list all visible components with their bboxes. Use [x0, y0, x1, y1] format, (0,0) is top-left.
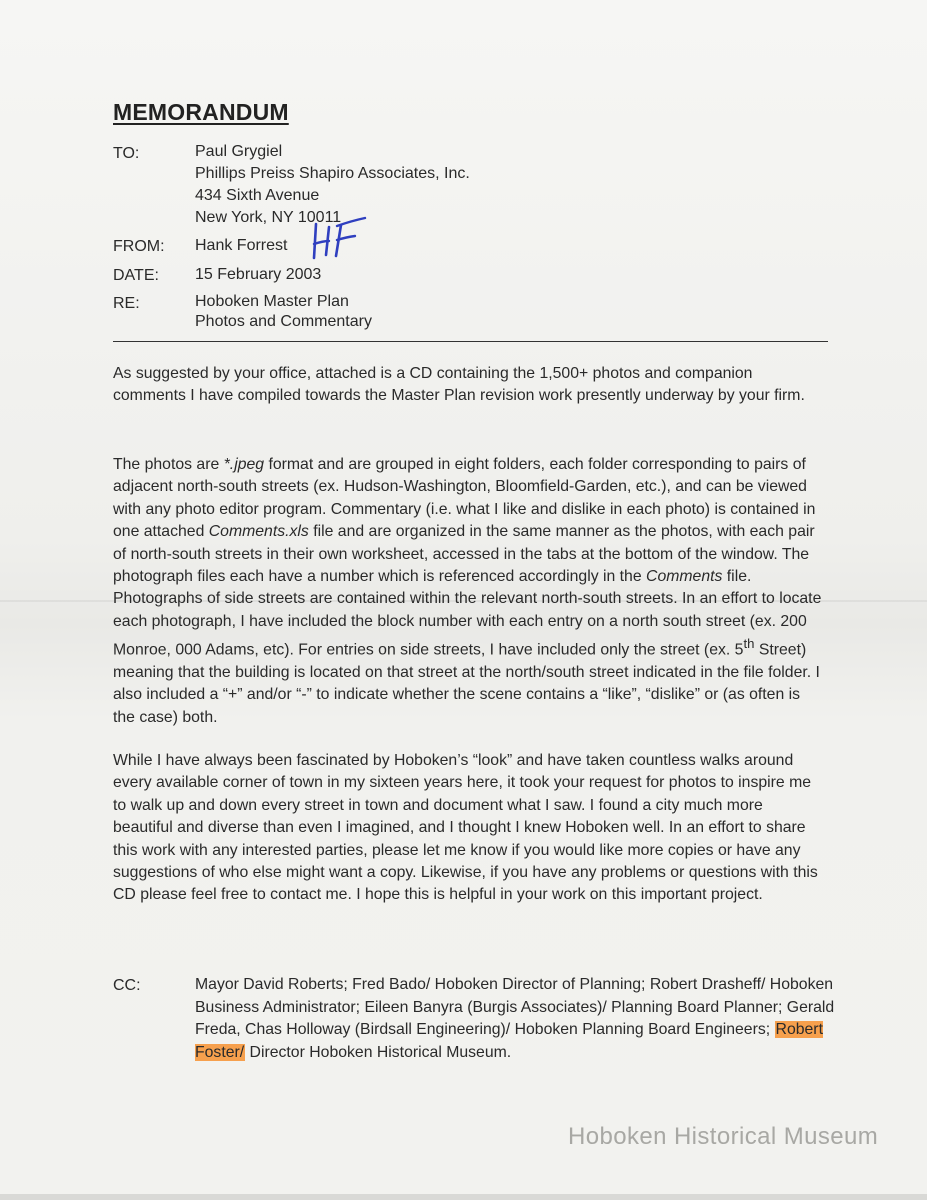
to-street: 434 Sixth Avenue	[195, 187, 320, 204]
to-city: New York, NY 10011	[195, 209, 342, 226]
re-line-1: Hoboken Master Plan	[195, 293, 349, 310]
p2-text-c: file and are organized in the same manner as the photos, with each pair of north-south streets in their own worksheet, accessed in the tabs at the bottom of the window. The photograph files each have a number which is referenced accordingly in the	[113, 523, 815, 586]
handwritten-initials	[307, 214, 371, 264]
p2-text-e: Street) meaning that the building is located on that street at the north/south street indicated in the file folder. I also included a “+” and/or “-” to indicate whether the scene contains a “like”, “dislike” or (as often is the case) both.	[113, 641, 820, 726]
re-block	[195, 292, 372, 332]
paragraph-3: While I have always been fascinated by Hoboken’s “look” and have taken countless walks around every available corner of town in my sixteen years here, it took your request for photos to inspire me to walk up and down every street in town and document what I saw. I found a city much more beautiful and diverse than even I imagined, and I thought I knew Hoboken well. In an effort to share this work with any interested parties, please let me know if you would like more copies or have any suggestions of who else might want a copy. Likewise, if you have any problems or questions with this CD please feel free to contact me. I hope this is helpful in your work on this important project.	[113, 752, 818, 904]
re-line-2: Photos and Commentary	[195, 313, 372, 330]
cc-text-a: Mayor David Roberts; Fred Bado/ Hoboken Director of Planning; Robert Drasheff/ Hoboken Business Administrator; Eileen Banyra (Burgis Associates)/ Planning Board Planner; Gerald Freda, Chas Holloway (Birdsall Engineering)/ Hoboken Planning Board Engineers;	[195, 976, 835, 1039]
paragraph-1: As suggested by your office, attached is a CD containing the 1,500+ photos and companion comments I have compiled towards the Master Plan revision work presently underway by your firm.	[113, 365, 805, 405]
p2-emphasis-comments: Comments	[646, 568, 723, 586]
p2-superscript: th	[743, 636, 755, 652]
p2-text-a: The photos are	[113, 456, 224, 473]
date-label: DATE:	[113, 267, 159, 284]
re-label: RE:	[113, 295, 140, 312]
page-edge	[0, 1194, 927, 1200]
date-value: 15 February 2003	[195, 266, 322, 283]
header-rule	[113, 341, 828, 342]
p2-emphasis-jpeg: *.jpeg	[223, 456, 265, 473]
from-value: Hank Forrest	[195, 237, 288, 254]
cc-text-b: Director Hoboken Historical Museum.	[245, 1043, 512, 1061]
watermark: Hoboken Historical Museum	[568, 1123, 879, 1150]
p2-text-b: format and are grouped in eight folders, each folder corresponding to pairs of adjacent north-south streets (ex. Hudson-Washington, Bloomfield-Garden, etc.), and can be viewed with any photo editor program. Commentary (i.e. what I like and dislike in each photo) is contained in one attached	[113, 456, 816, 541]
to-company: Phillips Preiss Shapiro Associates, Inc.	[195, 165, 470, 182]
p2-text-d: file. Photographs of side streets are contained within the relevant north-south streets. In an effort to locate each photograph, I have included the block number with each entry on a north south street (ex. 200 Monroe, 000 Adams, etc). For entries on side streets, I have included only the street (ex. 5	[113, 568, 822, 659]
to-label: TO:	[113, 145, 140, 162]
to-name: Paul Grygiel	[195, 143, 283, 160]
from-label: FROM:	[113, 238, 165, 255]
cc-highlighted-name: Robert Foster/	[195, 1021, 823, 1061]
p2-emphasis-comments-xls: Comments.xls	[208, 523, 309, 541]
memo-title: MEMORANDUM	[113, 99, 289, 125]
cc-label: CC:	[113, 977, 141, 994]
cc-list	[195, 974, 835, 1064]
paragraph-2	[113, 454, 825, 729]
